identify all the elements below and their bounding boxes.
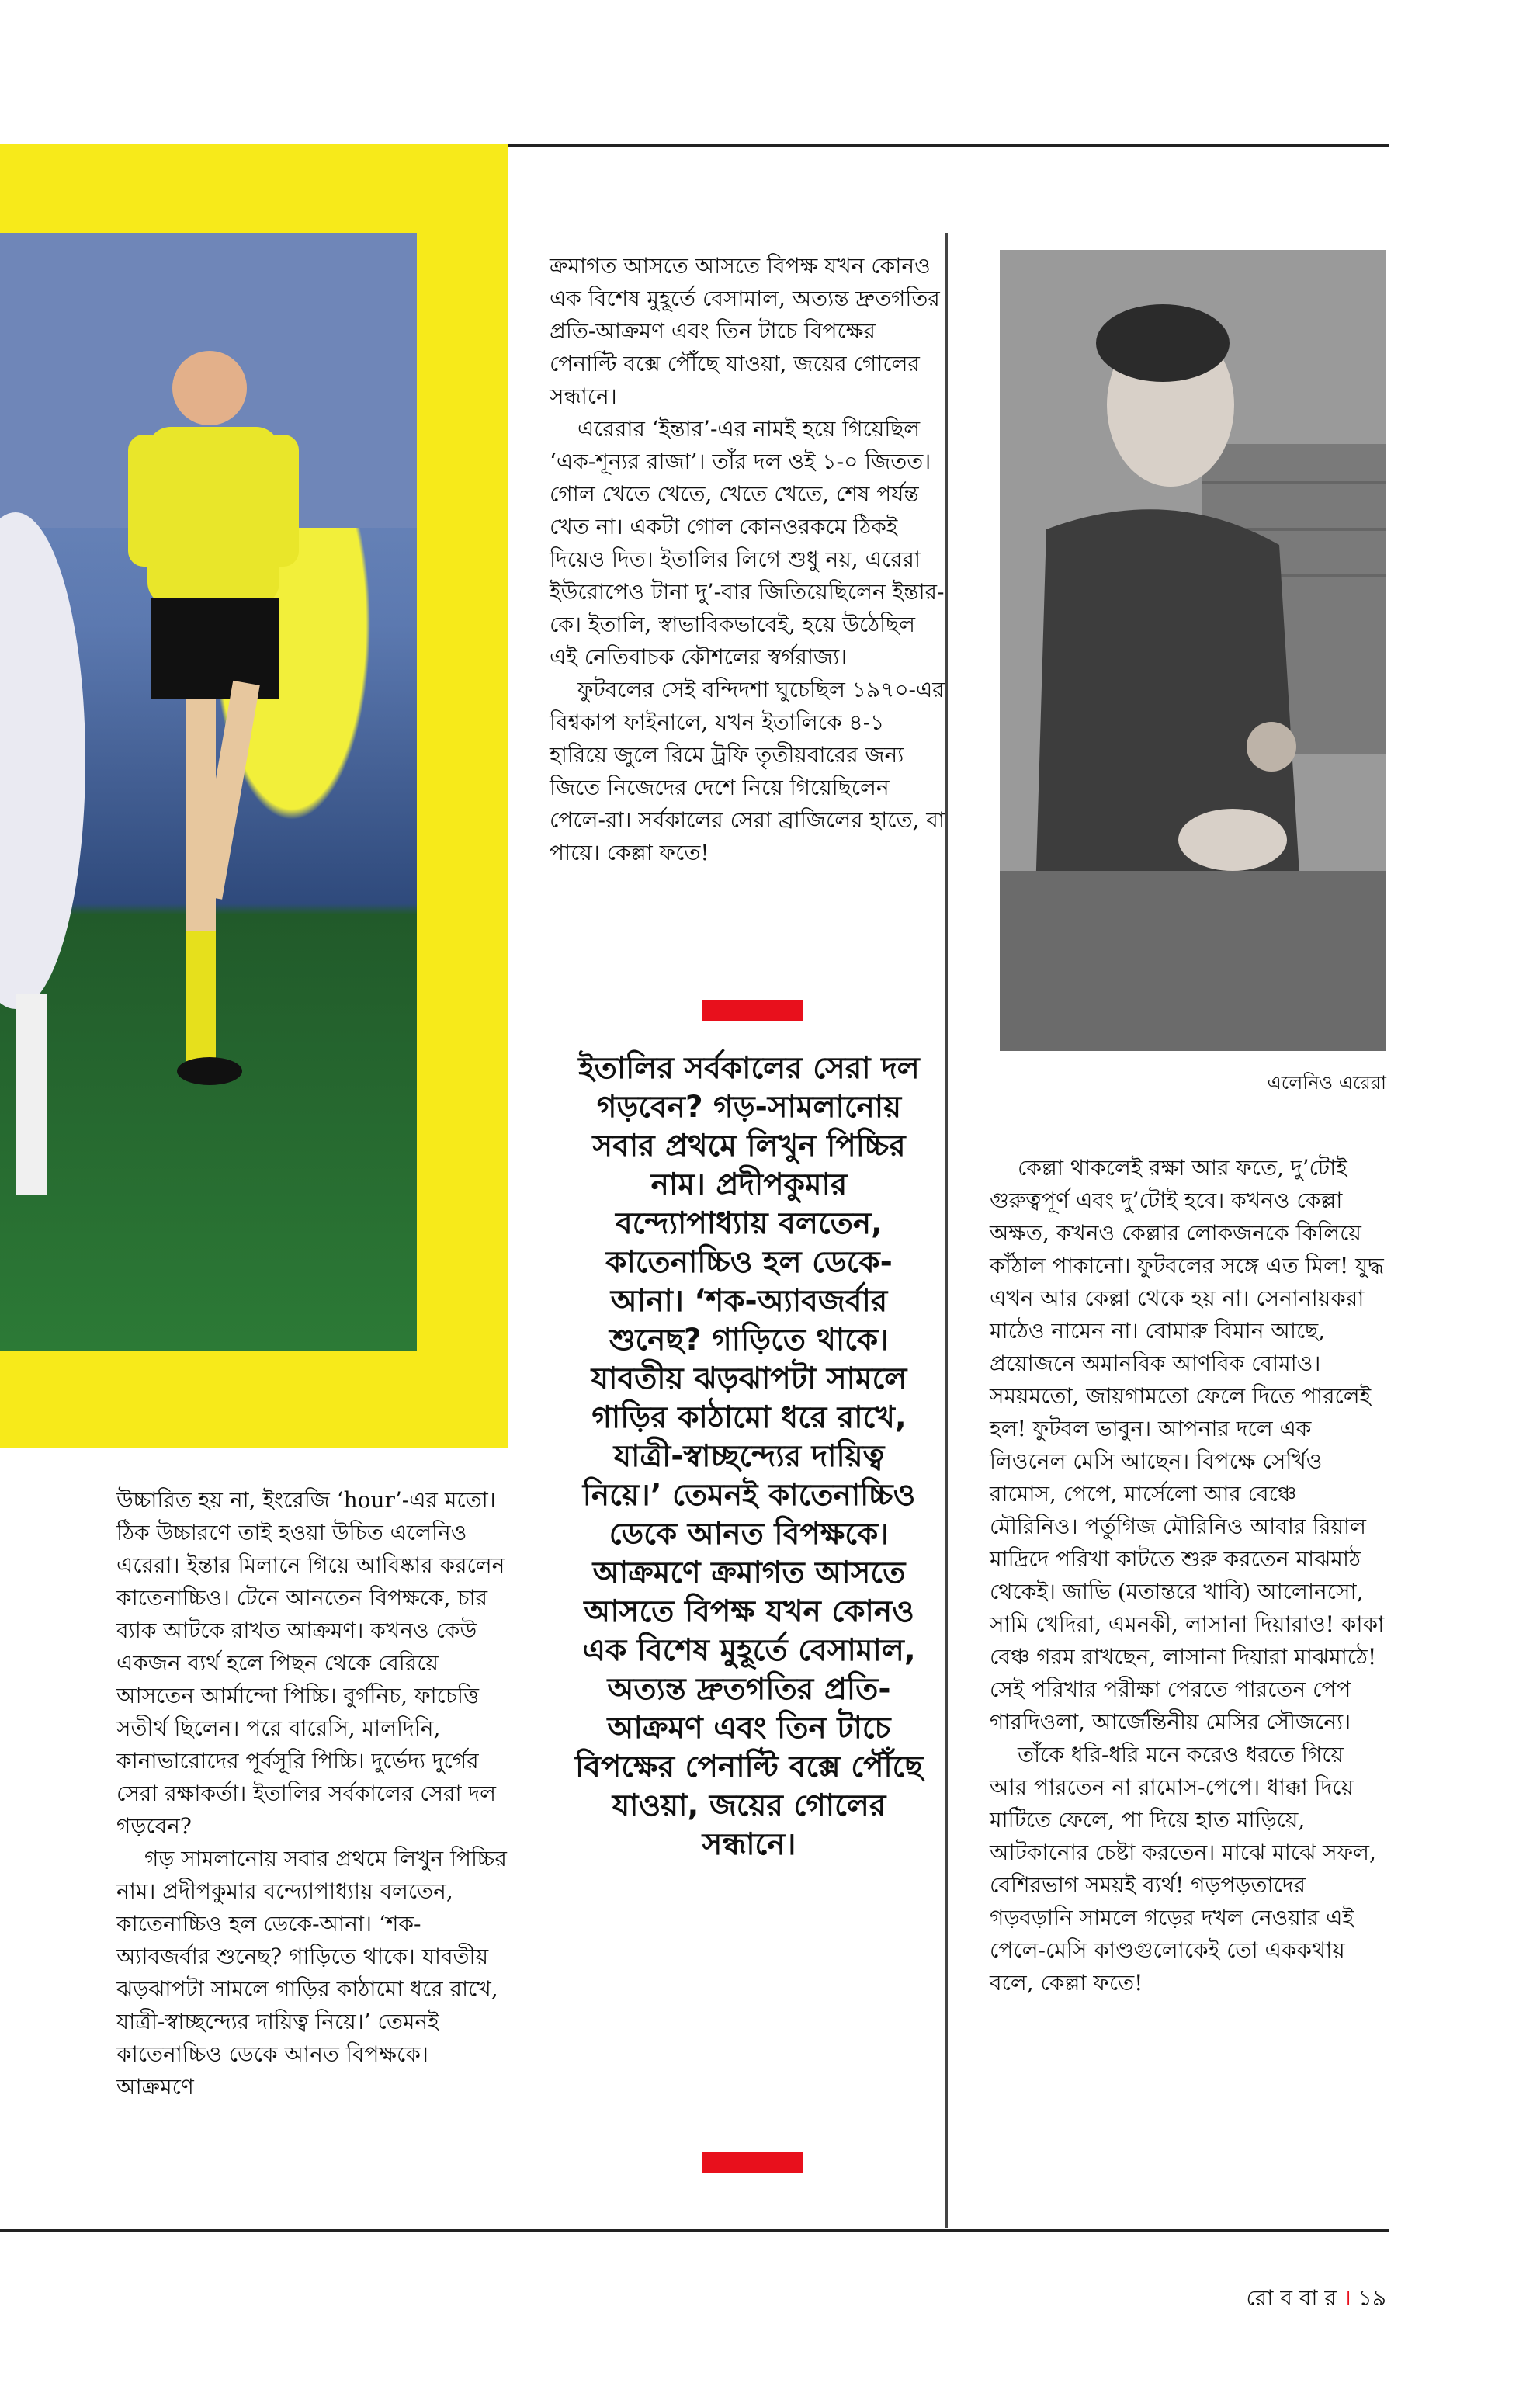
pull-quote-top-bar — [702, 1000, 803, 1021]
center-paragraph: ক্রমাগত আসতে আসতে বিপক্ষ যখন কোনও এক বিশেষ মুহূর্তে বেসামাল, অত্যন্ত দ্রুতগতির প্রতি-আক্রমণ এবং তিন টাচে বিপক্ষের পেনাল্টি বক্সে পৌঁছে যাওয়া, জয়ের গোলের সন্ধানে। — [550, 253, 940, 409]
pull-quote-bottom-bar — [702, 2152, 803, 2173]
page-number: ১৯ — [1358, 2285, 1386, 2311]
column-divider — [945, 233, 948, 2228]
pull-quote: ইতালির সর্বকালের সেরা দল গড়বেন? গড়-সামলানোয় সবার প্রথমে লিখুন পিচ্চির নাম। প্রদীপকুমার বন্দ্যোপাধ্যায় বলতেন, কাতেনাচ্চিও হল ডেকে-আনা। ‘শক-অ্যাবজর্বার শুনেছ? গাড়িতে থাকে। যাবতীয় ঝড়ঝাপটা সামলে গাড়ির কাঠামো ধরে রাখে, যাত্রী-স্বাচ্ছন্দ্যের দায়িত্ব নিয়ে।’ তেমনই কাতেনাচ্চিও ডেকে আনত বিপক্ষকে। আক্রমণে ক্রমাগত আসতে আসতে বিপক্ষ যখন কোনও এক বিশেষ মুহূর্তে বেসামাল, অত্যন্ত দ্রুতগতির প্রতি-আক্রমণ এবং তিন টাচে বিপক্ষের পেনাল্টি বক্সে পৌঁছে যাওয়া, জয়ের গোলের সন্ধানে। — [575, 1051, 923, 1862]
left-paragraph: গড় সামলানোয় সবার প্রথমে লিখুন পিচ্চির নাম। প্রদীপকুমার বন্দ্যোপাধ্যায় বলতেন, কাতেনাচ্চিও হল ডেকে-আনা। ‘শক-অ্যাবজর্বার শুনেছ? গাড়িতে থাকে। যাবতীয় ঝড়ঝাপটা সামলে গাড়ির কাঠামো ধরে রাখে, যাত্রী-স্বাচ্ছন্দ্যের দায়িত্ব নিয়ে।’ তেমনই কাতেনাচ্চিও ডেকে আনত বিপক্ষকে। আক্রমণে — [116, 1846, 507, 2100]
bottom-rule — [0, 2229, 1389, 2232]
photo-caption: এলেনিও এরেরা — [1267, 1072, 1386, 1094]
left-paragraph: উচ্চারিত হয় না, ইংরেজি ‘hour’-এর মতো। ঠিক উচ্চারণে তাই হওয়া উচিত এলেনিও এরেরা। ইন্তার মিলানে গিয়ে আবিষ্কার করলেন কাতেনাচ্চিও। টেনে আনতেন বিপক্ষকে, চার ব্যাক আটকে রাখত আক্রমণ। কখনও কেউ একজন ব্যর্থ হলে পিছন থেকে বেরিয়ে আসতেন আর্মান্দো পিচ্চি। বুর্গনিচ, ফাচেত্তি সতীর্থ ছিলেন। পরে বারেসি, মালদিনি, কানাভারোদের পূর্বসূরি পিচ্চি। দুর্ভেদ্য দুর্গের সেরা রক্ষাকর্তা। ইতালির সর্বকালের সেরা দল গড়বেন? — [116, 1487, 505, 1839]
footer-separator: । — [1343, 2285, 1351, 2311]
referee-photo — [0, 233, 417, 1351]
page-footer — [1234, 2285, 1386, 2311]
center-column — [550, 250, 945, 869]
herrera-illustration — [1000, 250, 1386, 1051]
left-column — [116, 1484, 512, 2103]
right-paragraph: তাঁকে ধরি-ধরি মনে করেও ধরতে গিয়ে আর পারতেন না রামোস-পেপে। ধাক্কা দিয়ে মাটিতে ফেলে, পা দিয়ে হাত মাড়িয়ে, আটকানোর চেষ্টা করতেন। মাঝে মাঝে সফল, বেশিরভাগ সময়ই ব্যর্থ! গড়পড়তাদের গড়বড়ানি সামলে গড়ের দখল নেওয়ার এই পেলে-মেসি কাণ্ডগুলোকেই তো এককথায় বলে, কেল্লা ফতে! — [990, 1742, 1376, 1996]
center-paragraph: এরেরার ‘ইন্তার’-এর নামই হয়ে গিয়েছিল ‘এক-শূন্যর রাজা’। তাঁর দল ওই ১-০ জিতত। গোল খেতে খেতে, খেতে খেতে, শেষ পর্যন্ত খেত না। একটা গোল কোনওরকমে ঠিকই দিয়েও দিত। ইতালির লিগে শুধু নয়, এরেরা ইউরোপেও টানা দু’-বার জিতিয়েছিলেন ইন্তার-কে। ইতালি, স্বাভাবিকভাবেই, হয়ে উঠেছিল এই নেতিবাচক কৌশলের স্বর্গরাজ্য। — [550, 416, 945, 670]
referee-illustration — [0, 233, 417, 1351]
center-paragraph: ফুটবলের সেই বন্দিদশা ঘুচেছিল ১৯৭০-এর বিশ্বকাপ ফাইনালে, যখন ইতালিকে ৪-১ হারিয়ে জুলে রিমে ট্রফি তৃতীয়বারের জন্য জিতে নিজেদের দেশে নিয়ে গিয়েছিলেন পেলে-রা। সর্বকালের সেরা ব্রাজিলের হাতে, বা পায়ে। কেল্লা ফতে! — [550, 677, 945, 865]
magazine-name: রো ব বা র — [1246, 2285, 1337, 2311]
herrera-photo — [1000, 250, 1386, 1051]
right-column — [990, 1152, 1386, 1999]
right-paragraph: কেল্লা থাকলেই রক্ষা আর ফতে, দু’টোই গুরুত্বপূর্ণ এবং দু’টোই হবে। কখনও কেল্লা অক্ষত, কখনও কেল্লার লোকজনকে কিলিয়ে কাঁঠাল পাকানো। ফুটবলের সঙ্গে এত মিল! যুদ্ধ এখন আর কেল্লা থেকে হয় না। সেনানায়করা মাঠেও নামেন না। বোমারু বিমান আছে, প্রয়োজনে অমানবিক আণবিক বোমাও। সময়মতো, জায়গামতো ফেলে দিতে পারলেই হল! ফুটবল ভাবুন। আপনার দলে এক লিওনেল মেসি আছেন। বিপক্ষে সের্খিও রামোস, পেপে, মার্সেলো আর বেঞ্চে মৌরিনিও। পর্তুগিজ মৌরিনিও আবার রিয়াল মাদ্রিদে পরিখা কাটতে শুরু করতেন মাঝমাঠ থেকেই। জাভি (মতান্তরে খাবি) আলোনসো, সামি খেদিরা, এমনকী, লাসানা দিয়ারাও! কাকা বেঞ্চ গরম রাখছেন, লাসানা দিয়ারা মাঝমাঠে! সেই পরিখার পরীক্ষা পেরতে পারতেন পেপ গারদিওলা, আর্জেন্তিনীয় মেসির সৌজন্যে। — [990, 1155, 1385, 1735]
